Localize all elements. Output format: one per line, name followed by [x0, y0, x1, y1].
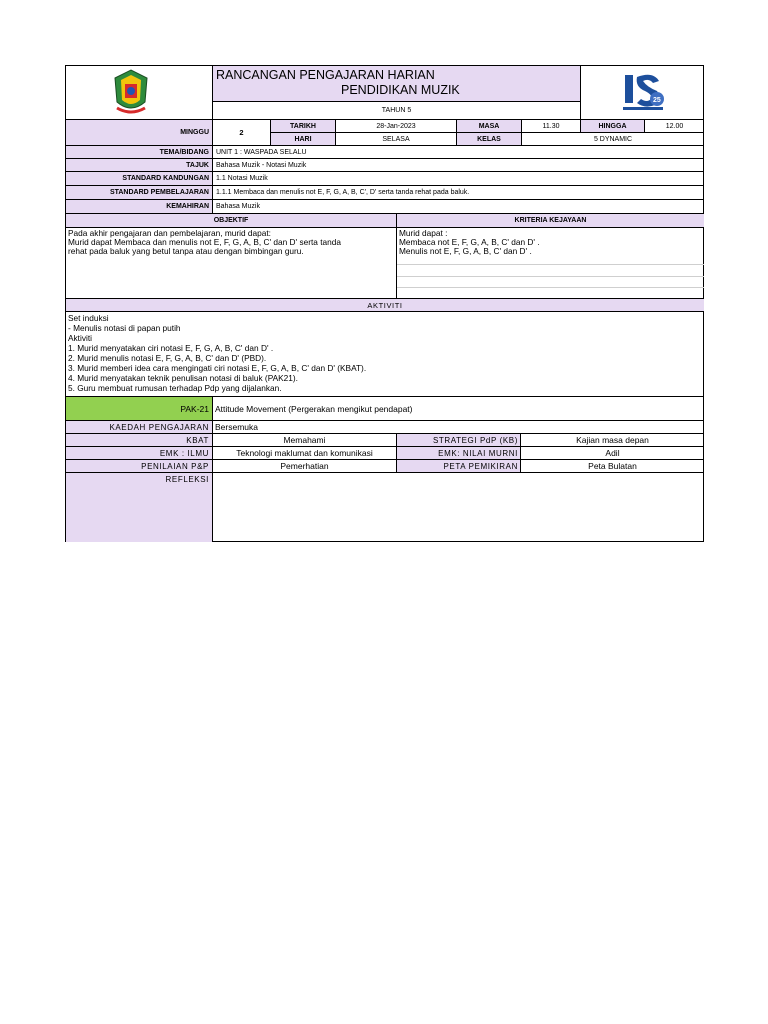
aktiviti-line: 1. Murid menyatakan ciri notasi E, F, G, A, B, C' dan D' .	[68, 343, 274, 353]
aktiviti-body	[66, 312, 704, 397]
pak21-label-cell	[66, 397, 213, 421]
emk-ilmu-label: EMK : ILMU	[159, 448, 209, 458]
penilaian-label-cell	[66, 460, 213, 473]
objektif-line: Pada akhir pengajaran dan pembelajaran, murid dapat:	[68, 228, 271, 238]
minggu-label: MINGGU	[180, 129, 209, 136]
kelas-label: KELAS	[477, 135, 501, 143]
tahun-cell	[213, 102, 581, 120]
emk-nilai-value-cell	[521, 447, 704, 460]
emk-nilai-label-cell	[397, 447, 521, 460]
tema-label-cell	[66, 146, 213, 159]
pak21-label: PAK-21	[180, 403, 209, 414]
aktiviti-header-cell	[66, 299, 704, 312]
kbat-value-cell	[213, 434, 397, 447]
title-line-2: PENDIDIKAN MUZIK	[341, 83, 460, 97]
strategi-label: STRATEGI PdP (KB)	[432, 435, 518, 445]
kelas-label-cell	[457, 133, 522, 146]
objektif-header-cell	[66, 214, 397, 228]
kbat-value: Memahami	[283, 435, 326, 445]
peta-value: Peta Bulatan	[588, 461, 637, 471]
hari-value: SELASA	[382, 135, 410, 143]
emk-ilmu-value: Teknologi maklumat dan komunikasi	[236, 448, 373, 458]
penilaian-value: Pemerhatian	[280, 461, 329, 471]
logo-right-cell	[581, 66, 704, 120]
objektif-body	[66, 228, 397, 299]
kelas-value: 5 DYNAMIC	[593, 135, 633, 143]
minggu-label-cell	[66, 120, 213, 146]
penilaian-label: PENILAIAN P&P	[141, 461, 209, 471]
tema-value: UNIT 1 : WASPADA SELALU	[216, 148, 307, 156]
aktiviti-line: - Menulis notasi di papan putih	[68, 323, 181, 333]
tema-label: TEMA/BIDANG	[159, 148, 209, 156]
hingga-value-cell	[645, 120, 704, 133]
ministry-logo-icon	[619, 69, 667, 115]
kemahiran-label-cell	[66, 200, 213, 214]
tema-value-cell	[213, 146, 704, 159]
kelas-value-cell	[522, 133, 704, 146]
emk-nilai-label: EMK: NILAI MURNI	[438, 448, 518, 458]
aktiviti-line: Aktiviti	[68, 333, 92, 343]
title-block	[213, 66, 581, 102]
hari-label: HARI	[294, 135, 312, 143]
masa-value: 11.30	[542, 122, 560, 130]
tajuk-value-cell	[213, 159, 704, 172]
minggu-value-cell	[213, 120, 271, 146]
aktiviti-line: Set induksi	[68, 313, 109, 323]
masa-label: MASA	[478, 122, 500, 130]
standard-kandungan-value: 1.1 Notasi Muzik	[216, 175, 268, 182]
aktiviti-line: 2. Murid menulis notasi E, F, G, A, B, C' dan D' (PBD).	[68, 353, 267, 363]
kemahiran-value-cell	[213, 200, 704, 214]
masa-value-cell	[522, 120, 581, 133]
minggu-value: 2	[239, 128, 244, 137]
kaedah-label-cell	[66, 421, 213, 434]
kemahiran-value: Bahasa Muzik	[216, 203, 260, 210]
kriteria-divider	[397, 276, 704, 277]
penilaian-value-cell	[213, 460, 397, 473]
peta-label-cell	[397, 460, 521, 473]
emk-ilmu-label-cell	[66, 447, 213, 460]
kriteria-divider	[397, 287, 704, 288]
strategi-value-cell	[521, 434, 704, 447]
tarikh-label-cell	[271, 120, 336, 133]
kbat-label: KBAT	[186, 435, 209, 445]
emk-ilmu-value-cell	[213, 447, 397, 460]
standard-kandungan-label: STANDARD KANDUNGAN	[122, 175, 209, 182]
tarikh-value: 28-Jan-2023	[376, 122, 416, 130]
tajuk-label-cell	[66, 159, 213, 172]
refleksi-label-cell	[66, 473, 213, 542]
emk-nilai-value: Adil	[605, 448, 620, 458]
kbat-label-cell	[66, 434, 213, 447]
hari-value-cell	[336, 133, 457, 146]
aktiviti-line: 3. Murid memberi idea cara mengingati ciri notasi E, F, G, A, B, C' dan D' (KBAT).	[68, 363, 367, 373]
hari-label-cell	[271, 133, 336, 146]
aktiviti-header: AKTIVITI	[367, 300, 403, 310]
aktiviti-line: 4. Murid menyatakan teknik penulisan notasi di baluk (PAK21).	[68, 373, 298, 383]
kriteria-line: Membaca not E, F, G, A, B, C' dan D' .	[399, 237, 540, 247]
pak21-value: Attitude Movement (Pergerakan mengikut pendapat)	[215, 403, 413, 414]
objektif-header: OBJEKTIF	[213, 217, 249, 224]
standard-pembelajaran-label-cell	[66, 186, 213, 200]
kriteria-divider	[397, 264, 704, 265]
standard-pembelajaran-label: STANDARD PEMBELAJARAN	[109, 189, 209, 196]
standard-pembelajaran-value-cell	[213, 186, 704, 200]
kriteria-body	[397, 228, 704, 299]
school-crest-icon	[111, 68, 151, 116]
tajuk-label: TAJUK	[186, 161, 209, 169]
strategi-value: Kajian masa depan	[576, 435, 649, 445]
tarikh-label: TARIKH	[290, 122, 316, 130]
standard-kandungan-label-cell	[66, 172, 213, 186]
objektif-line: Murid dapat Membaca dan menulis not E, F, G, A, B, C' dan D' serta tanda	[68, 237, 341, 247]
standard-kandungan-value-cell	[213, 172, 704, 186]
kriteria-header: KRITERIA KEJAYAAN	[514, 217, 587, 224]
lesson-plan-sheet	[65, 65, 704, 542]
title-line-1: RANCANGAN PENGAJARAN HARIAN	[216, 68, 435, 82]
svg-text:25: 25	[653, 97, 661, 104]
kaedah-label: KAEDAH PENGAJARAN	[109, 422, 209, 432]
hingga-label: HINGGA	[598, 122, 627, 130]
peta-label: PETA PEMIKIRAN	[443, 461, 518, 471]
refleksi-value-cell[interactable]	[213, 473, 704, 542]
logo-left-cell	[66, 66, 213, 120]
hingga-value: 12.00	[665, 122, 684, 130]
strategi-label-cell	[397, 434, 521, 447]
peta-value-cell	[521, 460, 704, 473]
hingga-label-cell	[581, 120, 645, 133]
aktiviti-line: 5. Guru membuat rumusan terhadap Pdp yang dijalankan.	[68, 383, 282, 393]
kaedah-value: Bersemuka	[215, 422, 258, 432]
kaedah-value-cell	[213, 421, 704, 434]
pak21-value-cell	[213, 397, 704, 421]
tajuk-value: Bahasa Muzik - Notasi Muzik	[216, 161, 307, 169]
kriteria-line: Menulis not E, F, G, A, B, C' dan D' .	[399, 246, 532, 256]
tarikh-value-cell	[336, 120, 457, 133]
objektif-line: rehat pada baluk yang betul tanpa atau dengan bimbingan guru.	[68, 246, 304, 256]
kriteria-line: Murid dapat :	[399, 228, 448, 238]
masa-label-cell	[457, 120, 522, 133]
standard-pembelajaran-value: 1.1.1 Membaca dan menulis not E, F, G, A, B, C', D' serta tanda rehat pada baluk.	[216, 189, 470, 196]
kriteria-header-cell	[397, 214, 704, 228]
kemahiran-label: KEMAHIRAN	[166, 203, 209, 210]
refleksi-label: REFLEKSI	[165, 475, 209, 484]
tahun-label: TAHUN 5	[381, 107, 412, 114]
